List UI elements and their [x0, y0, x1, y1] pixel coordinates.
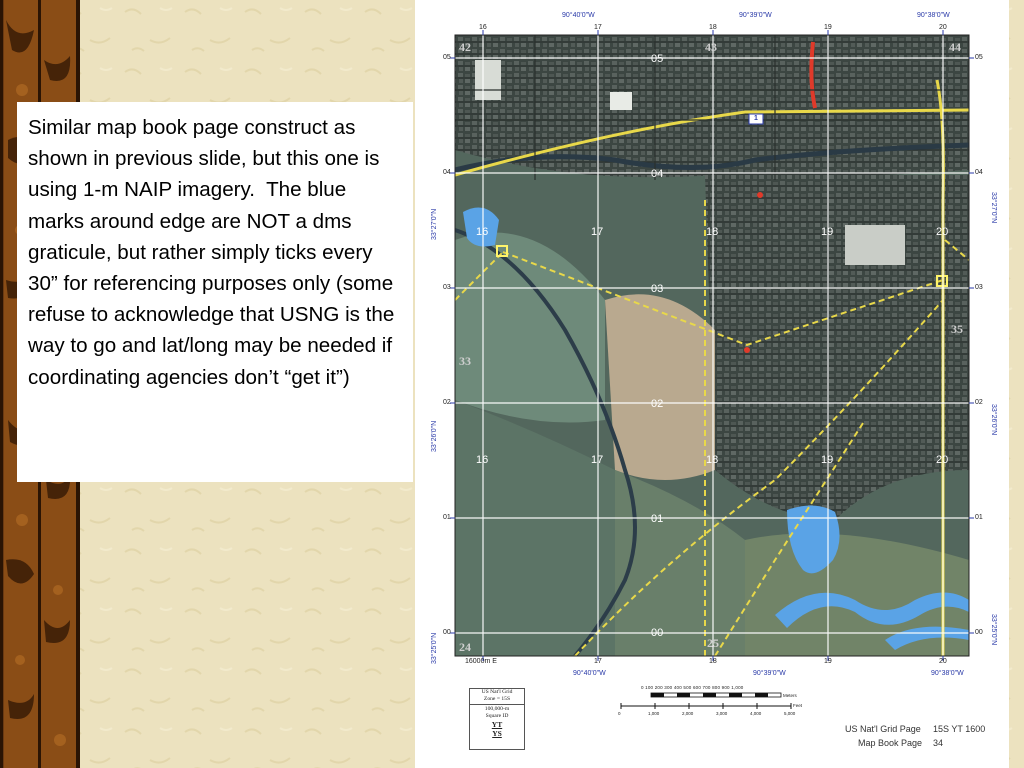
grid-page-label: US Nat'l Grid Page	[845, 724, 921, 734]
left-grid-label: 03	[443, 284, 451, 291]
right-grid-label: 04	[975, 169, 983, 176]
description-text-box	[17, 102, 413, 482]
bottom-graticule-label: 90°38'0"W	[931, 670, 964, 677]
top-graticule-label: 90°40'0"W	[562, 12, 595, 19]
adjacent-page-number: 44	[949, 40, 961, 54]
interior-easting-label: 20	[936, 454, 949, 466]
scale-feet-label: 4,000	[750, 711, 762, 716]
legend-square-line1: 100,000-m	[484, 706, 510, 712]
adjacent-page-number: 42	[459, 40, 471, 54]
scale-feet-label: 2,000	[682, 711, 694, 716]
scale-feet-label: 3,000	[716, 711, 728, 716]
grid-page-value: 15S YT 1600	[933, 724, 986, 734]
interior-easting-label: 19	[821, 454, 834, 466]
left-graticule-label: 33°25'0"N	[431, 632, 438, 664]
interior-northing-label: 02	[651, 398, 664, 410]
left-grid-label: 01	[443, 514, 451, 521]
interior-northing-label: 00	[651, 627, 664, 639]
interior-easting-label: 16	[476, 454, 489, 466]
right-grid-label: 02	[975, 399, 983, 406]
bottom-grid-label: 18	[709, 658, 717, 665]
interior-easting-label: 16	[476, 226, 489, 238]
top-grid-label: 19	[824, 24, 832, 31]
left-grid-label: 02	[443, 399, 451, 406]
scale-feet-label: 5,000	[784, 711, 796, 716]
naip-imagery-map	[415, 0, 1009, 768]
map-sheet	[415, 0, 1009, 768]
adjacent-page-number: 43	[705, 40, 717, 54]
left-grid-label: 05	[443, 54, 451, 61]
interior-easting-label: 20	[936, 226, 949, 238]
interior-northing-label: 04	[651, 168, 664, 180]
bottom-grid-label: 19	[824, 658, 832, 665]
left-grid-label: 00	[443, 629, 451, 636]
interior-easting-label: 17	[591, 226, 604, 238]
top-grid-label: 20	[939, 24, 947, 31]
interior-northing-label: 01	[651, 513, 664, 525]
usng-legend-box	[469, 688, 525, 750]
bottom-graticule-label: 90°40'0"W	[573, 670, 606, 677]
book-page-value: 34	[933, 738, 944, 748]
adjacent-page-number: 33	[459, 354, 471, 368]
adjacent-page-number: 35	[951, 322, 963, 336]
interior-northing-label: 03	[651, 283, 664, 295]
scale-meters-unit: Meters	[783, 693, 797, 698]
top-grid-label: 17	[594, 24, 602, 31]
legend-square-id-1: YT	[491, 720, 503, 729]
scale-feet-label: 0	[618, 711, 621, 716]
interior-easting-label: 18	[706, 226, 719, 238]
bottom-graticule-label: 90°39'0"W	[753, 670, 786, 677]
interior-northing-label: 05	[651, 53, 664, 65]
adjacent-page-number: 24	[459, 640, 471, 654]
scale-feet-unit: Feet	[793, 703, 803, 708]
scale-feet-label: 1,000	[648, 711, 660, 716]
legend-square-line2: Square ID	[485, 713, 509, 719]
description-text: Similar map book page construct as shown in previous slide, but this one is using 1-m NAIP imagery. The blue marks around edge are NOT a dms graticule, but rather simply ticks every 30” for referencing purposes only (some refuse to acknowledge that USNG is the way to go and lat/long may be needed if coordinating agencies don’t “get it”)	[28, 116, 401, 389]
legend-square-id-2: YS	[492, 729, 502, 738]
right-grid-label: 01	[975, 514, 983, 521]
legend-title-line2: Zone = 15S	[483, 696, 511, 702]
book-page-label: Map Book Page	[858, 738, 923, 748]
top-graticule-label: 90°39'0"W	[739, 12, 772, 19]
scale-bar	[621, 693, 791, 709]
interior-easting-label: 18	[706, 454, 719, 466]
right-graticule-label: 33°27'0"N	[990, 192, 997, 224]
top-grid-label: 16	[479, 24, 487, 31]
left-graticule-label: 33°26'0"N	[431, 420, 438, 452]
adjacent-page-number: 25	[707, 636, 719, 650]
interior-easting-label: 19	[821, 226, 834, 238]
left-grid-label: 04	[443, 169, 451, 176]
highway-shield-icon: 1	[754, 115, 758, 122]
bottom-grid-label: 20	[939, 658, 947, 665]
legend-title-line1: US Nat'l Grid	[481, 689, 513, 695]
bottom-grid-label: 16000m E	[465, 658, 497, 665]
right-graticule-label: 33°25'0"N	[990, 614, 997, 646]
top-graticule-label: 90°38'0"W	[917, 12, 950, 19]
top-grid-label: 18	[709, 24, 717, 31]
bottom-grid-label: 17	[594, 658, 602, 665]
left-graticule-label: 33°27'0"N	[431, 208, 438, 240]
right-grid-label: 00	[975, 629, 983, 636]
right-grid-label: 05	[975, 54, 983, 61]
scale-meters-labels: 0 100 200 300 400 500 600 700 800 900 1,000	[641, 685, 744, 690]
right-grid-label: 03	[975, 284, 983, 291]
right-graticule-label: 33°26'0"N	[990, 404, 997, 436]
interior-easting-label: 17	[591, 454, 604, 466]
